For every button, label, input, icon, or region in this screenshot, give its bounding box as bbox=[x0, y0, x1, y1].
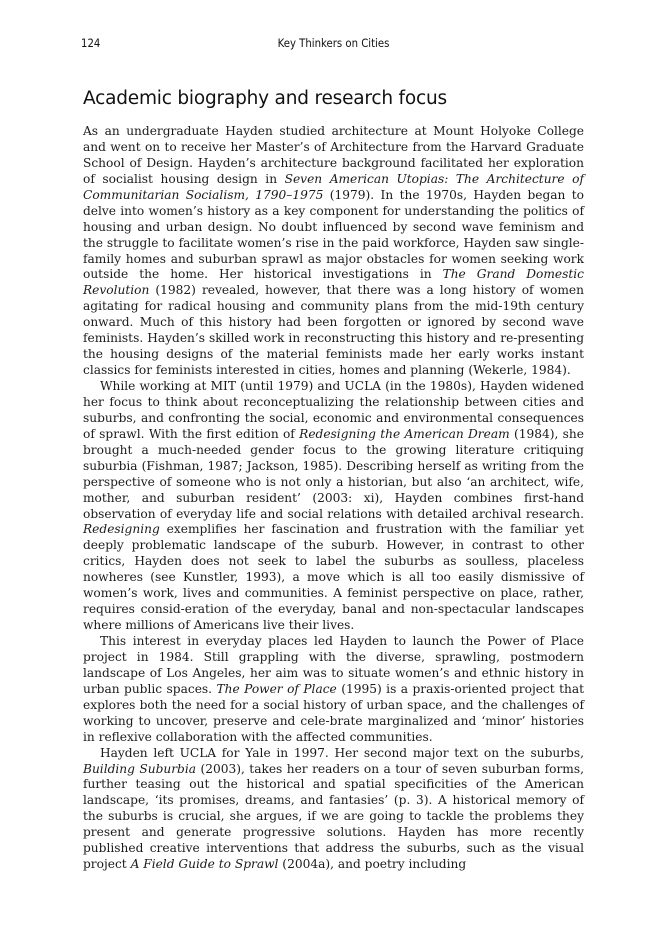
text-run: While working at MIT (until 1979) and UCLA (in the 1980s), Hayden widened her focus to think about reconceptualizing the relationship between cities and suburbs, and confronting the social, economic and environmental consequences of sprawl. With the first edition of bbox=[83, 379, 584, 441]
text-run: (1982) revealed, however, that there was a long history of women agitating for radical housing and community plans from the mid-19th century onward. Much of this history had been forgotten or ignored by second wave feminists. Hayden’s skilled work in reconstructing this history and re-presenting the housing designs of the material feminists made her early works instant classics for feminists interested in cities, homes and planning (Wekerle, 1984). bbox=[83, 283, 584, 378]
book-title-italic: Building Suburbia bbox=[83, 761, 197, 776]
text-run: (2003), takes her readers on a tour of seven suburban forms, further teasing out the historical and spatial specificities of the American landscape, ‘its promises, dreams, and fantasies’ (p. 3). A historical memory of the suburbs is crucial, she argues, if we are going to tackle the problems they present and generate progressive solutions. Hayden has more recently published creative interventions that address the suburbs, such as the visual project bbox=[83, 761, 584, 872]
running-head bbox=[83, 36, 584, 52]
text-run: (2004a), and poetry including bbox=[278, 857, 467, 872]
running-head-title: Key Thinkers on Cities bbox=[277, 36, 390, 50]
text-run: As an undergraduate Hayden studied architecture at Mount Holyoke College and went on to receive her Master’s of Architecture from the Harvard Graduate School of Design. Hayden’s architecture background facilitated her exploration of socialist housing design in bbox=[83, 124, 584, 186]
text-run: This interest in everyday places led Hayden to launch the Power of Place project in 1984. Still grappling with the diverse, sprawling, postmodern landscape of Los Angeles, her aim was to situate women’s and ethnic history in urban public spaces. bbox=[83, 634, 584, 696]
book-title-italic: A Field Guide to Sprawl bbox=[130, 857, 279, 872]
text-run: exemplifies her fascination and frustration with the familiar yet deeply problematic landscape of the suburb. However, in contrast to other critics, Hayden does not seek to label the suburbs as soulless, placeless nowheres (see Kunstler, 1993), a move which is all too easily dismissive of women’s work, lives and communities. A feminist perspective on place, rather, requires consid-eration of the everyday, banal and non-spectacular landscapes where millions of Americans live their lives. bbox=[83, 522, 584, 633]
book-page bbox=[83, 0, 584, 926]
book-title-italic: The Grand Domestic Revolution bbox=[83, 267, 584, 298]
book-title-italic: Redesigning the American Dream bbox=[299, 426, 510, 441]
paragraph bbox=[83, 634, 584, 746]
paragraph bbox=[83, 379, 584, 634]
paragraph bbox=[83, 124, 584, 379]
paragraph bbox=[83, 746, 584, 874]
text-run: Hayden left UCLA for Yale in 1997. Her second major text on the suburbs, bbox=[100, 745, 584, 760]
body-text bbox=[83, 124, 584, 873]
text-run: (1984), she brought a much-needed gender focus to the growing literature critiquing suburbia (Fishman, 1987; Jackson, 1985). Describing herself as writing from the perspective of someone who is not only a historian, but also ‘an architect, wife, mother, and suburban resident’ (2003: xi), Hayden combines first-hand observation of everyday life and social relations with detailed archival research. bbox=[83, 426, 584, 521]
text-run: (1979). In the 1970s, Hayden began to delve into women’s history as a key component for understanding the politics of housing and urban design. No doubt influenced by second wave feminism and the struggle to facilitate women’s rise in the paid workforce, Hayden saw single-family homes and suburban sprawl as major obstacles for women seeking work outside the home. Her historical investigations in bbox=[83, 187, 584, 282]
text-run: (1995) is a praxis-oriented project that explores both the need for a social history of urban space, and the challenges of working to uncover, preserve and cele-brate marginalized and ‘minor’ histories in reflexive collaboration with the affected communities. bbox=[83, 681, 585, 744]
book-title-italic: Seven American Utopias: The Architecture of Communitarian Socialism, 1790–1975 bbox=[83, 171, 584, 202]
book-title-italic: The Power of Place bbox=[216, 681, 337, 696]
book-title-italic: Redesigning bbox=[83, 522, 160, 537]
section-heading: Academic biography and research focus bbox=[83, 88, 447, 109]
page-number: 124 bbox=[81, 36, 101, 50]
